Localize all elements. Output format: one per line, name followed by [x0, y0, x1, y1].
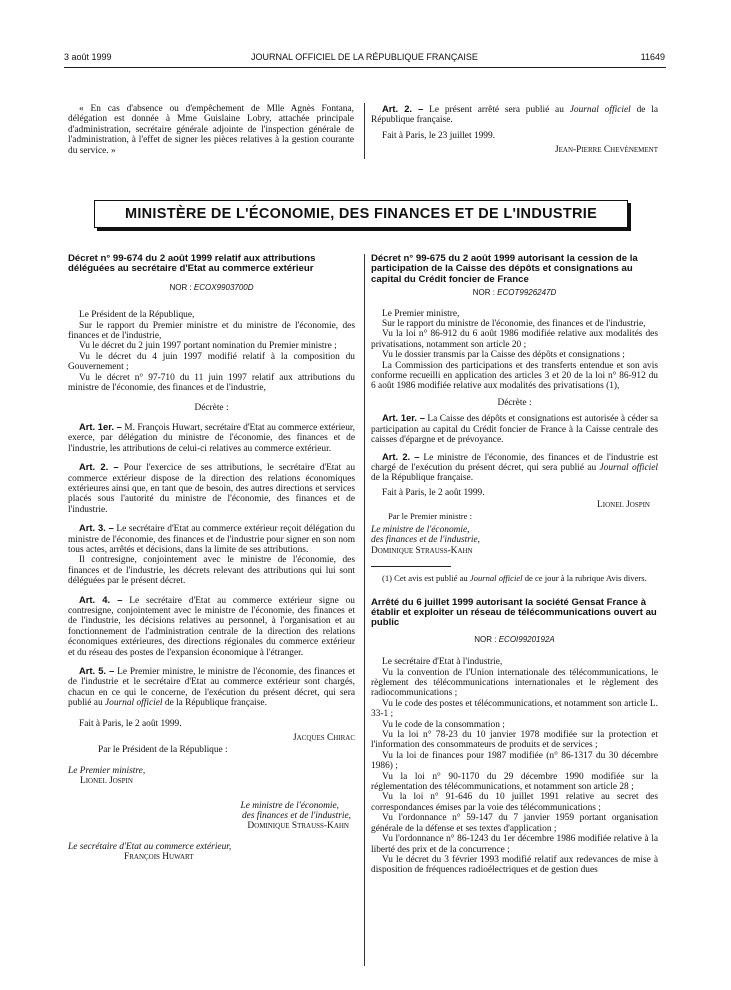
- visa-commission: La Commission des participations et des transferts entendue et son avis conforme recueilli en application des articles 3 et 20 de la loi n° 86-912 du 6 août 1986 modifiée relative aux modalités des privatisations (1),: [371, 360, 658, 392]
- article-1-text: M. François Huwart, secrétaire d'Etat au commerce extérieur, exerce, par délégation du ministre de l'économie, des finances et de l'industrie, les attributions de celui-ci relatives au commerce extérieur.: [68, 422, 355, 454]
- minister-title-1: Le ministre de l'économie,: [240, 800, 339, 811]
- journal-officiel-ref: Journal officiel: [599, 462, 659, 473]
- nor-reference: [68, 283, 355, 293]
- nor-label: NOR :: [472, 288, 498, 298]
- article-2-label: Art. 2. –: [382, 450, 420, 462]
- minister-title-2: des finances et de l'industrie,: [241, 811, 351, 822]
- article-1: [371, 413, 658, 445]
- page-header: [64, 52, 665, 66]
- par-le-premier-ministre: Par le Premier ministre :: [388, 510, 473, 521]
- nor-code: ECOT9926247D: [497, 288, 557, 298]
- article-2-text: Pour l'exercice de ses attributions, le secrétaire d'Etat au commerce extérieur dispose de la direction des relations économiques extérieures ainsi que, en tant que de besoin, des autres directions et services placés sous l'autorité du ministre de l'économie, des finances et de l'industrie.: [68, 463, 356, 515]
- left-column: [68, 254, 355, 863]
- visa-loi-90-1170: Vu la loi n° 90-1170 du 29 décembre 1990 modifiée sur la réglementation des télécommunications, et notamment son article 28 ;: [371, 771, 658, 793]
- nor-label: NOR :: [169, 282, 194, 292]
- article-3-text: Le secrétaire d'Etat au commerce extérieur reçoit délégation du ministre de l'économie, des finances et de l'industrie pour signer en son nom tous actes, arrêtés et décisions, dans la limite de ses attributions.: [68, 524, 356, 555]
- column-divider: [364, 254, 365, 966]
- minister-title-1: Le ministre de l'économie,: [371, 524, 470, 535]
- journal-officiel-ref: Journal officiel: [104, 698, 163, 709]
- decree-674-title: Décret n° 99-674 du 2 août 1999 relatif aux attributions déléguées au secrétaire d'Etat au commerce extérieur: [68, 253, 316, 275]
- header-date: 3 août 1999: [64, 52, 112, 62]
- article-4-text: Le secrétaire d'Etat au commerce extérieur signe ou contresigne, conjointement avec le ministre de l'économie, des finances et de l'industrie, les décisions relatives au personnel, à l'organisation et au fonctionnement de l'administration centrale de la direction des relations économiques extérieures, des directions régionales du commerce extérieur et du réseau des postes de l'expansion économique à l'étranger.: [68, 595, 355, 658]
- visa-code-consommation: Vu le code de la consommation ;: [382, 719, 505, 730]
- pm-signature: Lionel Jospin: [80, 776, 133, 787]
- secretary-signature: François Huwart: [124, 852, 194, 863]
- article-1-label: Art. 1er. –: [79, 420, 122, 432]
- visa-ordonnance-86-1243: Vu l'ordonnance n° 86-1243 du 1er décembre 1986 modifiée relative à la liberté des prix et de la concurrence ;: [371, 834, 658, 855]
- nor-code: ECOX9903700D: [193, 282, 254, 292]
- visa-convention-uit: Vu la convention de l'Union internationale des télécommunications, le règlement des télécommunications internationales et le règlement des radiocommunications ;: [371, 667, 658, 699]
- decrete-heading: Décrète :: [194, 403, 229, 414]
- done-at-paris: Fait à Paris, le 23 juillet 1999.: [382, 130, 496, 141]
- article-5: [68, 666, 355, 709]
- article-2: [68, 462, 355, 515]
- done-at-paris: Fait à Paris, le 2 août 1999.: [382, 487, 485, 498]
- nor-reference: [371, 288, 658, 298]
- article-text-end: de la République française.: [371, 105, 658, 126]
- footnote-1: [371, 573, 658, 583]
- minister-title-2: des finances et de l'industrie,: [371, 535, 481, 546]
- article-4-label: Art. 4. –: [79, 593, 123, 605]
- signature-chevenement: Jean-Pierre Chevènement: [554, 145, 658, 156]
- visa-rapport: Sur le rapport du Premier ministre et du ministre de l'économie, des finances et de l'industrie,: [68, 320, 355, 342]
- visa-code-postes: Vu le code des postes et télécommunications, et notamment son article L. 33-1 ;: [371, 698, 658, 720]
- visa-ordonnance-59-147: Vu l'ordonnance n° 59-147 du 7 janvier 1959 portant organisation générale de la défense et ses textes d'application ;: [371, 813, 658, 834]
- footnote-text: (1) Cet avis est publié au: [382, 573, 470, 584]
- arrete-gensat-title: Arrêté du 6 juillet 1999 autorisant la société Gensat France à établir et exploiter un réseau de télécommunications ouvert au public: [371, 596, 657, 629]
- visa-dossier: Vu le dossier transmis par la Caisse des dépôts et consignations ;: [382, 350, 625, 361]
- visa-decret-2-juin: Vu le décret du 2 juin 1997 portant nomination du Premier ministre ;: [79, 341, 337, 352]
- nor-reference-2: [371, 635, 658, 645]
- column-divider-top: [364, 103, 365, 159]
- article-2: [371, 452, 658, 484]
- header-rule: [64, 67, 666, 68]
- nor-label: NOR :: [474, 634, 499, 644]
- minister-signature: Dominique Strauss-Kahn: [371, 545, 473, 556]
- visa-loi-91-646: Vu la loi n° 91-646 du 10 juillet 1991 relative au secret des correspondances émises par la voie des télécommunications ;: [371, 792, 658, 813]
- par-le-president: Par le Président de la République :: [98, 745, 228, 756]
- visa-loi-78-23: Vu la loi n° 78-23 du 10 janvier 1978 modifiée sur la protection et l'information des consommateurs de produits et de services ;: [371, 730, 658, 751]
- secretary-title: Le secrétaire d'Etat au commerce extérieur,: [68, 841, 232, 852]
- article-1: [68, 422, 355, 454]
- article-3-label: Art. 3. –: [79, 522, 114, 534]
- header-page-number: 11649: [640, 52, 665, 62]
- footnote-rule: [371, 566, 451, 567]
- intro-premier-ministre: Le Premier ministre,: [382, 308, 460, 319]
- visa-loi-finances-1987: Vu la loi de finances pour 1987 modifiée (n° 86-1317 du 30 décembre 1986) ;: [371, 750, 658, 772]
- arrete-article-2: [371, 104, 658, 126]
- article-5-label: Art. 5. –: [79, 665, 115, 676]
- nor-code: ECOI9920192A: [498, 634, 555, 644]
- intro-secretaire: Le secrétaire d'Etat à l'industrie,: [382, 657, 503, 668]
- article-2-text-end: de la République française.: [371, 473, 474, 484]
- quote-paragraph: « En cas d'absence ou d'empêchement de Mlle Agnès Fontana, délégation est donnée à Mme Guislaine Lobry, attachée principale d'administration, secrétaire générale adjointe de l'inspection générale de l'administration, à l'effet de signer les pièces relatives à la gestion courante du service. »: [68, 104, 354, 156]
- footnote-text-end: de ce jour à la rubrique Avis divers.: [522, 573, 647, 584]
- minister-signature: Dominique Strauss-Kahn: [247, 821, 349, 832]
- pm-title: Le Premier ministre,: [68, 765, 146, 776]
- signature-jospin: Lionel Jospin: [597, 500, 650, 511]
- visa-decret-97-710: Vu le décret n° 97-710 du 11 juin 1997 relatif aux attributions du ministre de l'économie, des finances et de l'industrie,: [68, 372, 355, 394]
- journal-officiel-ref: Journal officiel: [469, 573, 523, 584]
- ministry-heading-box: [94, 200, 628, 228]
- right-column: [371, 254, 658, 876]
- decrete-heading: Décrète :: [497, 397, 532, 408]
- article-label: Art. 2. –: [382, 103, 424, 114]
- visa-rapport: Sur le rapport du ministre de l'économie, des finances et de l'industrie,: [382, 319, 646, 330]
- article-5-text: Le Premier ministre, le ministre de l'économie, des finances et de l'industrie et le secrétaire d'Etat au commerce extérieur sont chargés, chacun en ce qui le concerne, de l'exécution du présent décret, qui sera publié au: [68, 667, 355, 709]
- article-3-para-2: Il contresigne, conjointement avec le ministre de l'économie, des finances et de l'industrie, les décrets relevant des attributions qui lui sont déléguées par le présent décret.: [68, 555, 355, 587]
- article-2-text: Le ministre de l'économie, des finances et de l'industrie est chargé de l'exécution du présent décret, qui sera publié au: [371, 452, 658, 473]
- done-at-paris: Fait à Paris, le 2 août 1999.: [79, 718, 182, 729]
- header-journal-title: JOURNAL OFFICIEL DE LA RÉPUBLIQUE FRANÇAISE: [251, 52, 478, 62]
- top-left-column: [68, 104, 354, 156]
- signature-chirac: Jacques Chirac: [292, 733, 355, 744]
- article-1-label: Art. 1er. –: [382, 412, 425, 424]
- visa-decret-4-juin: Vu le décret du 4 juin 1997 modifié relatif à la composition du Gouvernement ;: [68, 351, 355, 373]
- article-5-text-end: de la République française.: [162, 698, 267, 709]
- decree-675-title: Décret n° 99-675 du 2 août 1999 autorisant la cession de la participation de la Caisse des dépôts et consignations au capital du Crédit foncier de France: [371, 253, 638, 285]
- article-2-label: Art. 2. –: [79, 461, 119, 473]
- visa-loi-86-912: Vu la loi n° 86-912 du 6 août 1986 modifiée relative aux modalités des privatisations, notamment son article 20 ;: [371, 329, 658, 350]
- article-1-text: La Caisse des dépôts et consignations est autorisée à céder sa participation au capital du Crédit foncier de France à la Caisse centrale des caisses d'épargne et de prévoyance.: [371, 414, 658, 446]
- article-3: [68, 523, 355, 555]
- journal-officiel-ref: Journal officiel: [569, 105, 631, 115]
- article-text: Le présent arrêté sera publié au: [423, 105, 570, 115]
- top-right-column: [371, 104, 658, 156]
- article-4: [68, 595, 355, 658]
- ministry-heading: MINISTÈRE DE L'ÉCONOMIE, DES FINANCES ET DE L'INDUSTRIE: [124, 206, 598, 222]
- intro-president: Le Président de la République,: [79, 310, 195, 321]
- visa-decret-3-fevrier-1993: Vu le décret du 3 février 1993 modifié relatif aux redevances de mise à disposition de fréquences radioélectriques et de gestion dues: [371, 854, 658, 876]
